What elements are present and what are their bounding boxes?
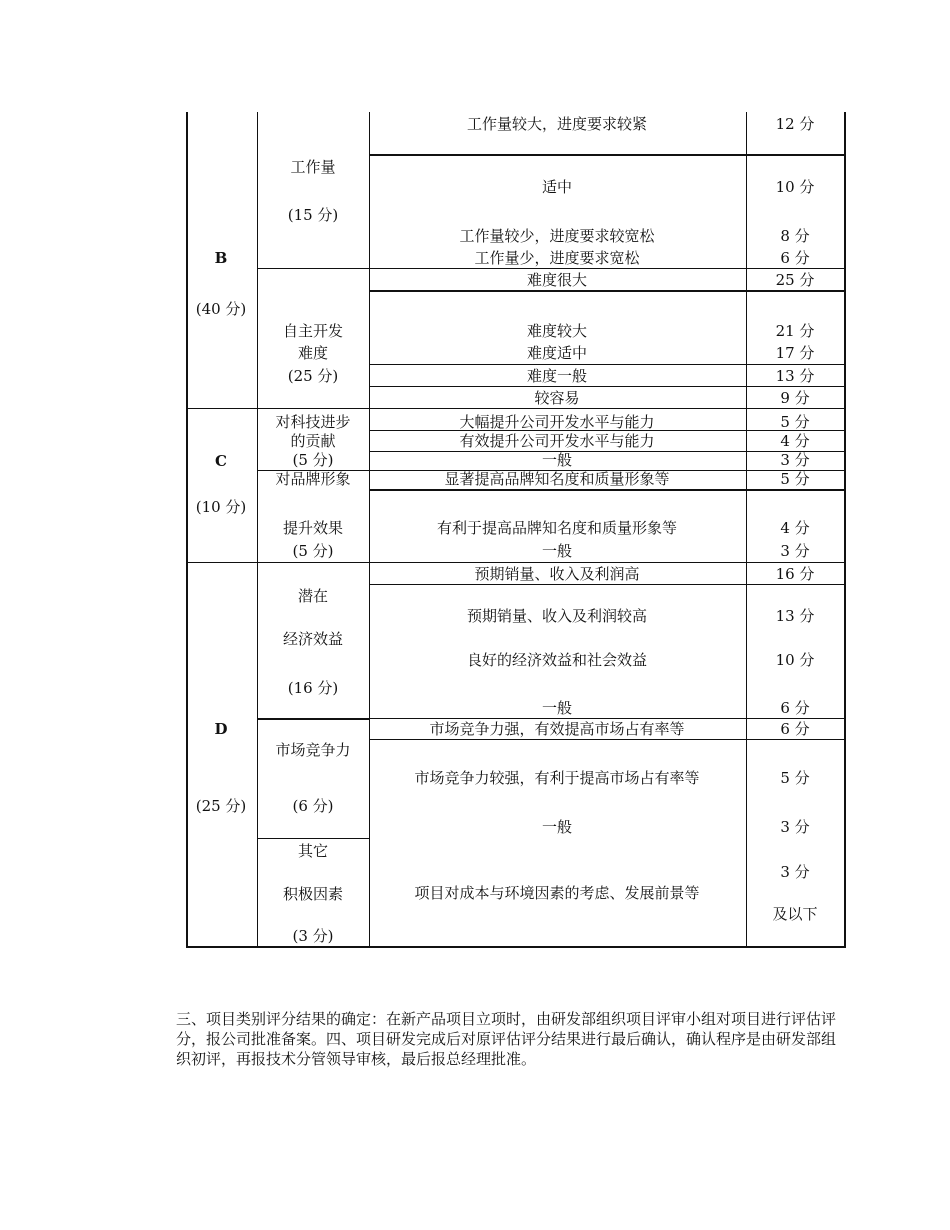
table-border-left — [186, 112, 188, 948]
criterion-points: (6 分) — [292, 797, 334, 815]
row-description: 有效提升公司开发水平与能力 — [459, 432, 655, 450]
row-score: 17 分 — [775, 344, 815, 362]
row-description: 工作量较少，进度要求较宽松 — [459, 227, 655, 245]
row-score: 10 分 — [775, 651, 815, 669]
row-score: 4 分 — [780, 432, 810, 450]
criterion-points: (5 分) — [292, 542, 334, 560]
criterion-label: 提升效果 — [282, 519, 344, 537]
criterion-points: (16 分) — [287, 679, 339, 697]
criterion-points: (15 分) — [287, 206, 339, 224]
row-description: 难度一般 — [526, 367, 588, 385]
row-divider — [369, 451, 846, 452]
row-score: 5 分 — [780, 413, 810, 431]
criterion-points: (5 分) — [292, 451, 334, 469]
row-description: 工作量较大，进度要求较紧 — [466, 115, 648, 133]
row-description: 良好的经济效益和社会效益 — [466, 651, 648, 669]
row-score: 3 分 — [780, 451, 810, 469]
criterion-label: 对品牌形象 — [275, 470, 351, 488]
row-divider — [186, 562, 846, 563]
criterion-points: (3 分) — [292, 927, 334, 945]
row-divider — [369, 739, 846, 740]
row-description: 市场竞争力强，有效提高市场占有率等 — [429, 720, 685, 738]
row-score: 3 分 — [780, 863, 810, 881]
row-score: 21 分 — [775, 322, 815, 340]
row-description: 一般 — [541, 451, 573, 469]
row-description: 显著提高品牌知名度和质量形象等 — [444, 470, 670, 488]
row-description: 难度适中 — [526, 344, 588, 362]
row-description: 一般 — [541, 818, 573, 836]
row-description: 难度较大 — [526, 322, 588, 340]
row-score: 13 分 — [775, 367, 815, 385]
criterion-label: 难度 — [297, 344, 329, 362]
row-description: 适中 — [541, 178, 573, 196]
row-score: 5 分 — [780, 470, 810, 488]
criterion-label: 工作量 — [290, 158, 336, 176]
row-score-suffix: 及以下 — [772, 905, 818, 923]
category-points: (25 分) — [195, 797, 247, 815]
row-description: 预期销量、收入及利润高 — [474, 565, 640, 583]
row-score: 3 分 — [780, 542, 810, 560]
row-description: 大幅提升公司开发水平与能力 — [459, 413, 655, 431]
criterion-label: 潜在 — [297, 587, 329, 605]
category-code: B — [214, 249, 228, 267]
row-divider — [369, 386, 846, 387]
table-divider — [746, 112, 747, 948]
table-divider — [369, 112, 370, 948]
category-code: C — [215, 452, 227, 470]
row-description: 一般 — [541, 699, 573, 717]
row-score: 6 分 — [780, 699, 810, 717]
criterion-label: 经济效益 — [282, 630, 344, 648]
row-description: 市场竞争力较强，有利于提高市场占有率等 — [414, 769, 700, 787]
row-divider — [257, 838, 370, 839]
category-points: (10 分) — [195, 498, 247, 516]
table-divider — [257, 112, 258, 948]
row-description: 较容易 — [534, 389, 580, 407]
category-code: D — [214, 720, 228, 738]
criterion-label: 的贡献 — [290, 432, 336, 450]
criterion-points: (25 分) — [287, 367, 339, 385]
criterion-label: 其它 — [297, 842, 329, 860]
table-border-right — [844, 112, 846, 948]
row-description: 有利于提高品牌知名度和质量形象等 — [436, 519, 678, 537]
row-divider — [369, 364, 846, 365]
row-score: 6 分 — [780, 720, 810, 738]
row-score: 25 分 — [775, 271, 815, 289]
row-score: 12 分 — [775, 115, 815, 133]
row-description: 工作量少，进度要求宽松 — [474, 249, 640, 267]
criterion-label: 对科技进步 — [275, 413, 351, 431]
category-points: (40 分) — [195, 300, 247, 318]
row-score: 8 分 — [780, 227, 810, 245]
row-description: 项目对成本与环境因素的考虑、发展前景等 — [414, 884, 700, 902]
row-score: 9 分 — [780, 389, 810, 407]
row-description: 一般 — [541, 542, 573, 560]
row-divider — [257, 268, 846, 269]
row-divider — [369, 290, 846, 292]
row-divider — [369, 154, 846, 156]
row-score: 6 分 — [780, 249, 810, 267]
row-divider — [369, 718, 846, 719]
row-divider — [257, 718, 370, 720]
row-divider — [186, 408, 846, 409]
criterion-label: 市场竞争力 — [275, 741, 351, 759]
row-divider — [369, 489, 846, 491]
row-score: 16 分 — [775, 565, 815, 583]
body-paragraph: 三、项目类别评分结果的确定：在新产品项目立项时，由研发部组织项目评审小组对项目进行评估评分，报公司批准备案。四、项目研发完成后对原评估评分结果进行最后确认，确认程序是由研发部组织初评，再报技术分管领导审核，最后报总经理批准。 — [176, 1010, 837, 1068]
row-description: 难度很大 — [526, 271, 588, 289]
row-score: 4 分 — [780, 519, 810, 537]
criterion-label: 积极因素 — [282, 885, 344, 903]
row-score: 3 分 — [780, 818, 810, 836]
table-border-bottom — [186, 946, 846, 948]
row-score: 10 分 — [775, 178, 815, 196]
row-score: 13 分 — [775, 607, 815, 625]
row-divider — [369, 584, 846, 585]
criterion-label: 自主开发 — [282, 322, 344, 340]
row-description: 预期销量、收入及利润较高 — [466, 607, 648, 625]
row-score: 5 分 — [780, 769, 810, 787]
